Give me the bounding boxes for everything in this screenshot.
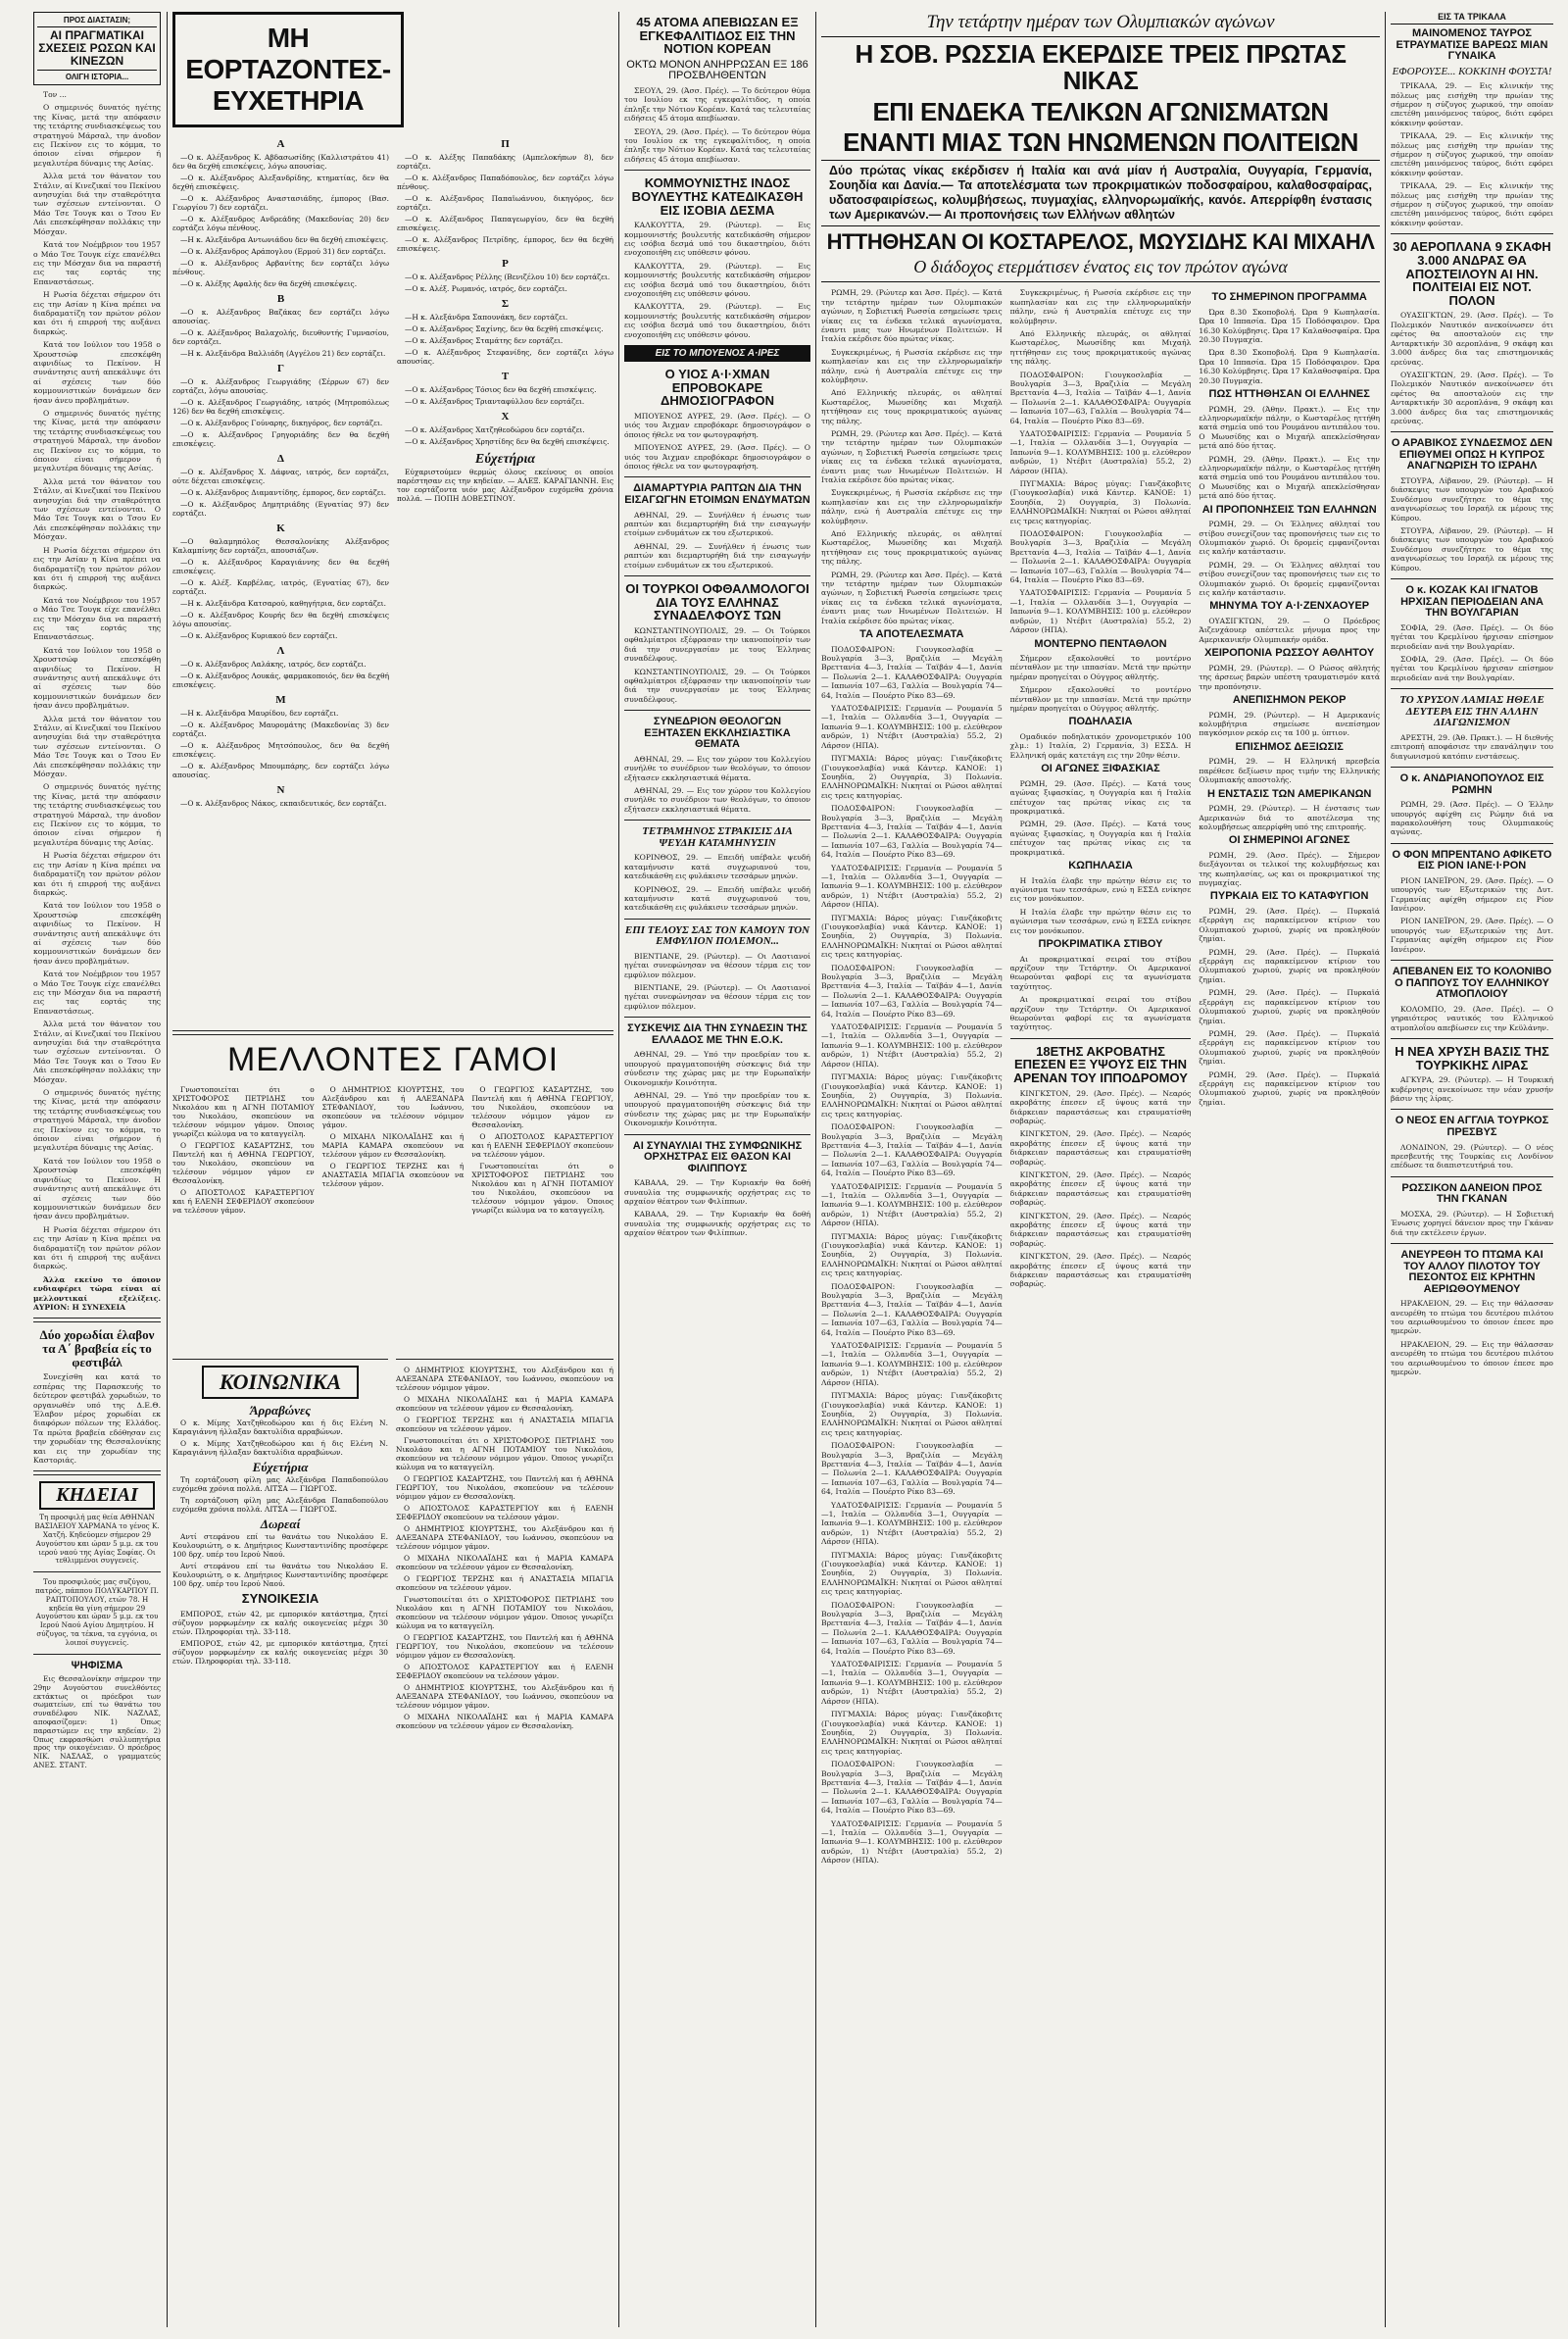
- section-letter: Κ: [276, 523, 285, 534]
- preliminaries-title: ΠΡΟΚΡΙΜΑΤΙΚΑ ΣΤΙΒΟΥ: [1038, 938, 1163, 951]
- paragraph: Συγκεκριμένως, ή Ρωσσία εκέρδισε εις την κωπηλασίαν και εις την ελληνορωμαϊκήν πάλην, ενώ ή Αυστραλία επέτυχε εις την κολύμβησιν.: [821, 347, 1003, 384]
- wedding-notice: Γνωστοποιείται ότι ο ΧΡΙΣΤΟΦΟΡΟΣ ΠΕΤΡΙΔΗΣ του Νικολάου και η ΑΓΝΗ ΠΟΤΑΜΙΟΥ του Νικολάου, σκοπεύουν να τελέσουν νόμιμον γάμον. Όποιος γνωρίζει κώλυμα να το καταγγείλη.: [396, 1595, 613, 1630]
- ghana-loan-headline: ΡΩΣΣΙΚΟΝ ΔΑΝΕΙΟΝ ΠΡΟΣ ΤΗΝ ΓΚΑΝΑΝ: [1401, 1181, 1543, 1206]
- pilot-headline: ΑΝΕΥΡΕΘΗ ΤΟ ΠΤΩΜΑ ΚΑΙ ΤΟΥ ΑΛΛΟΥ ΠΙΛΟΤΟΥ ΤΟΥ ΠΕΣΟΝΤΟΣ ΕΙΣ ΚΡΗΤΗΝ ΑΕΡΙΩΘΟΥΜΕΝΟΥ: [1400, 1249, 1544, 1295]
- paragraph: Η Ρωσία δέχεται σήμερον ότι εις την Ασίαν η Κίνα πρέπει να διαδραματίζη τον πρώτον ρόλον και ότι ή επιρροή της αυξάνει διαρκώς.: [33, 851, 161, 897]
- nameday-entry: —Η κ. Αλεξάνδρα Κατσαρού, καθηγήτρια, δεν εορτάζει.: [180, 599, 386, 608]
- olympics-overline: Την τετάρτην ημέραν των Ολυμπιακών αγώνων: [821, 12, 1380, 37]
- wedding-notice: Ο ΜΙΧΑΗΛ ΝΙΚΟΛΑΪΔΗΣ και ή ΜΑΡΙΑ ΚΑΜΑΡΑ σκοπεύουν να τελέσουν γάμον εν Θεσσαλονίκη.: [396, 1395, 613, 1413]
- results: ΥΔΑΤΟΣΦΑΙΡΙΣΙΣ: Γερμανία — Ρουμανία 5—1, Ιταλία — Ολλανδία 3—1, Ουγγαρία — Ιαπωνία 9—1. ΚΟΛΥΜΒΗΣΙΣ: 100 μ. ελεύθερον ανδρών, 1) Ντέβιτ (Αυστραλία) 55.2, 2) Λάρσον (ΗΠΑ).: [821, 1022, 1003, 1069]
- matchmaking-notice: ΕΜΠΟΡΟΣ, ετών 42, με εμπορικόν κατάστημα, ζητεί σύζυγον μορφωμένην εκ καλής οικογενείας μέχρι 30 ετών. Πληροφορίαι τηλ. 33-118.: [172, 1638, 388, 1666]
- donation-notice: Αντί στεφάνου επί τω θανάτω του Νικολάου Ε. Κουλουριώτη, ο κ. Δημήτριος Κωνσταντινίδης προσέφερε 100 δρχ. υπέρ του Ιερού Ναού.: [172, 1562, 388, 1588]
- paragraph: Κατά τον Ιούλιον του 1958 ο Χρουστσώφ επεσκέφθη αιφνιδίως το Πεκίνον. Η συνάντησις αυτή απεκάλυψε ότι αί σχέσεις των δύο κομμουνιστικών δυνάμεων δεν ήσαν άνευ προβλημάτων.: [33, 1156, 161, 1221]
- paragraph: Από Ελληνικής πλευράς, οι αθληταί Κωσταρέλος, Μωυσίδης και Μιχαήλ ηττήθησαν εις τους προκριματικούς αγώνας της πάλης.: [821, 529, 1003, 567]
- results: ΠΥΓΜΑΧΙΑ: Βάρος μύγας: Γιανζάκοβιτς (Γιουγκοσλαβία) νικά Κάντερ. ΚΑΝΟΕ: 1) Σουηδία, 2) Ουγγαρία, 3) Πολωνία. ΕΛΛΗΝΟΡΩΜΑΪΚΗ: Νικηταί οι Ρώσοι αθληταί εις τρεις κατηγορίας.: [821, 1072, 1003, 1119]
- paragraph: Άλλα μετά τον θάνατον του Στάλιν, αί Κινεζικαί του Πεκίνου ανησυχίαι διά την σταθερότητα των σχέσεων εντείνονται. Ο Μάο Τσε Τουγκ και ο Τσου Εν Λάι επεσκέφθησαν πολλάκις την Μόσχαν.: [33, 714, 161, 779]
- matchmaking-notice: ΕΜΠΟΡΟΣ, ετών 42, με εμπορικόν κατάστημα, ζητεί σύζυγον μορφωμένην εκ καλής οικογενείας μέχρι 30 ετών. Πληροφορίαι τηλ. 33-118.: [172, 1609, 388, 1636]
- nameday-col-a: [172, 133, 389, 811]
- paragraph: Αι προκριματικαί σειραί του στίβου αρχίζουν την Τετάρτην. Οι Αμερικανοί θεωρούνται φαβορί εις τα αγωνίσματα ταχύτητος.: [1009, 995, 1192, 1032]
- arab-league-headline: Ο ΑΡΑΒΙΚΟΣ ΣΥΝΔΕΣΜΟΣ ΔΕΝ ΕΠΙΘΥΜΕΙ ΟΠΩΣ Η ΚΥΠΡΟΣ ΑΝΑΓΝΩΡΙΣΗ ΤΟ ΙΣΡΑΗΛ: [1391, 437, 1553, 473]
- paragraph: ΣΟΦΙΑ, 29. (Άσσ. Πρές). — Οι δύο ηγέται του Κρεμλίνου ήρχισαν επίσημον περιοδείαν ανά την Βουλγαρίαν.: [1391, 654, 1553, 682]
- nameday-entry: —Ο κ. Αλέξ. Καρβέλας, ιατρός, (Εγνατίας 67), δεν εορτάζει.: [172, 578, 389, 596]
- weddings-section: [172, 1024, 613, 1319]
- results: ΠΥΓΜΑΧΙΑ: Βάρος μύγας: Γιανζάκοβιτς (Γιουγκοσλαβία) νικά Κάντερ. ΚΑΝΟΕ: 1) Σουηδία, 2) Ουγγαρία, 3) Πολωνία. ΕΛΛΗΝΟΡΩΜΑΪΚΗ: Νικηταί οι Ρώσοι αθληταί εις τρεις κατηγορίας.: [821, 1231, 1003, 1278]
- nameday-entry: —Ο κ. Αλέξανδρος Κουρής δεν θα δεχθή επισκέψεις λόγω απουσίας.: [172, 611, 389, 628]
- paragraph: ΒΙΕΝΤΙΑΝΕ, 29. (Ρώυτερ). — Οι Λαοτιανοί ηγέται συνεφώνησαν να θέσουν τέρμα εις τον εμφύλιον πόλεμον.: [624, 983, 810, 1011]
- nameday-entry: —Ο κ. Αλέξανδρος Τριανταφύλλου δεν εορτάζει.: [405, 397, 585, 406]
- paragraph: ΟΥΑΣΙΓΚΤΩΝ, 29. (Άσσ. Πρές). — Το Πολεμικόν Ναυτικόν ανεκοίνωσεν ότι εφέτος θα αποσταλούν εις την Ανταρκτικήν 30 αεροπλάνα, 9 σκάφη και 3.000 άνδρες δια τας επιστημονικάς ερεύνας.: [1391, 311, 1553, 367]
- section-letter: Δ: [277, 453, 284, 465]
- encephalitis-subhead: ΟΚΤΩ ΜΟΝΟΝ ΑΝΗΡΡΩΣΑΝ ΕΞ 186 ΠΡΟΣΒΛΗΘΕΝΤΩΝ: [626, 58, 808, 82]
- paragraph: ΡΩΜΗ, 29. (Άσσ. Πρές). — Πυρκαϊά εξερράγη εις παρακείμενον κτίριον του Ολυμπιακού χωριού, χωρίς να προκληθούν ζημίαι.: [1199, 988, 1380, 1025]
- paragraph: ΡΩΜΗ, 29. (Ρώυτερ και Άσσ. Πρές). — Κατά την τετάρτην ημέραν των Ολυμπιακών αγώνων, η Σοβιετική Ρωσσία εσημείωσε τρεις νίκας εις τα ένδεκα τελικά αγωνίσματα, έναντι μιας των Ηνωμένων Πολιτειών. Η Ιταλία εκέρδισε δύο πρώτας νίκας.: [821, 288, 1003, 344]
- results: ΠΟΔΟΣΦΑΙΡΟΝ: Γιουγκοσλαβία — Βουλγαρία 3—3, Βραζιλία — Μεγάλη Βρεττανία 4—3, Ιταλία — Ταϊβάν 4—1, Δανία — Πολωνία 2—1. ΚΑΛΑΘΟΣΦΑΙΡΑ: Ουγγαρία — Ιαπωνία 107—63, Γαλλία — Βουλγαρία 74—64, Ιταλία — Πουέρτο Ρίκο 83—69.: [1009, 529, 1192, 585]
- nameday-entry: —Ο κ. Αλέξανδρος Ρέλλης (Βενιζέλου 10) δεν εορτάζει.: [405, 273, 611, 281]
- paragraph: ΚΙΝΓΚΣΤΟΝ, 29. (Άσσ. Πρές). — Νεαρός ακροβάτης έπεσεν εξ ύψους κατά την διάρκειαν παραστάσεως και ετραυματίσθη σοβαρώς.: [1009, 1170, 1192, 1208]
- paragraph: ΡΩΜΗ, 29. (Ρώυτερ). — Η Αμερικανίς κολυμβήτρια σημείωσε ανεπίσημον παγκόσμιον ρεκόρ εις τα 100 μ. ύπτιον.: [1199, 710, 1380, 738]
- kozlov-headline: Ο κ. ΚΟΖΑΚ ΚΑΙ ΙΓΝΑΤΟΒ ΗΡΧΙΣΑΝ ΠΕΡΙΟΔΕΙΑΝ ΑΝΑ ΤΗΝ ΒΟΥΛΓΑΡΙΑΝ: [1400, 584, 1544, 620]
- paragraph: ΚΩΝΣΤΑΝΤΙΝΟΥΠΟΛΙΣ, 29. — Οι Τούρκοι οφθαλμίατροι εξέφρασαν την ικανοποίησίν των διά την συνεργασίαν με τους Έλληνας συναδέλφους.: [624, 667, 810, 704]
- nameday-entry: —Ο κ. Αλέξανδρος Διαμαντίδης, έμπορος, δεν εορτάζει.: [180, 488, 386, 497]
- results: ΥΔΑΤΟΣΦΑΙΡΙΣΙΣ: Γερμανία — Ρουμανία 5—1, Ιταλία — Ολλανδία 3—1, Ουγγαρία — Ιαπωνία 9—1. ΚΟΛΥΜΒΗΣΙΣ: 100 μ. ελεύθερον ανδρών, 1) Ντέβιτ (Αυστραλία) 55.2, 2) Λάρσον (ΗΠΑ).: [821, 1181, 1003, 1228]
- results: ΠΥΓΜΑΧΙΑ: Βάρος μύγας: Γιανζάκοβιτς (Γιουγκοσλαβία) νικά Κάντερ. ΚΑΝΟΕ: 1) Σουηδία, 2) Ουγγαρία, 3) Πολωνία. ΕΛΛΗΝΟΡΩΜΑΪΚΗ: Νικηταί οι Ρώσοι αθληταί εις τρεις κατηγορίας.: [821, 1710, 1003, 1756]
- paragraph: Συγκεκριμένως, ή Ρωσσία εκέρδισε εις την κωπηλασίαν και εις την ελληνορωμαϊκήν πάλην, ενώ ή Αυστραλία επέτυχε εις την κολύμβησιν.: [1009, 288, 1192, 325]
- weddings-title: ΜΕΛΛΟΝΤΕΣ ΓΑΜΟΙ: [226, 1041, 560, 1078]
- paragraph: Σήμερον εξακολουθεί το μοντέρνο πένταθλον με την ιππασίαν. Μετά την πρώτην ημέραν προηγείται ο Ούγγρος αθλητής.: [1009, 685, 1192, 714]
- social-section: [172, 1353, 388, 2327]
- rowing-title: ΚΩΠΗΛΑΣΙΑ: [1068, 860, 1133, 872]
- paragraph: Η Ρωσία δέχεται σήμερον ότι εις την Ασίαν η Κίνα πρέπει να διαδραματίζη τον πρώτον ρόλον και ότι ή επιρροή της αυξάνει διαρκώς.: [33, 1224, 161, 1271]
- paragraph: Κατά τον Ιούλιον του 1958 ο Χρουστσώφ επεσκέφθη αιφνιδίως το Πεκίνον. Η συνάντησις αυτή απεκάλυψε ότι αί σχέσεις των δύο κομμουνιστικών δυνάμεων δεν ήσαν άνευ προβλημάτων.: [33, 340, 161, 405]
- results: ΠΟΔΟΣΦΑΙΡΟΝ: Γιουγκοσλαβία — Βουλγαρία 3—3, Βραζιλία — Μεγάλη Βρεττανία 4—3, Ιταλία — Ταϊβάν 4—1, Δανία — Πολωνία 2—1. ΚΑΛΑΘΟΣΦΑΙΡΑ: Ουγγαρία — Ιαπωνία 107—63, Γαλλία — Βουλγαρία 74—64, Ιταλία — Πουέρτο Ρίκο 83—69.: [1009, 370, 1192, 425]
- results: ΠΟΔΟΣΦΑΙΡΟΝ: Γιουγκοσλαβία — Βουλγαρία 3—3, Βραζιλία — Μεγάλη Βρεττανία 4—3, Ιταλία — Ταϊβάν 4—1, Δανία — Πολωνία 2—1. ΚΑΛΑΘΟΣΦΑΙΡΑ: Ουγγαρία — Ιαπωνία 107—63, Γαλλία — Βουλγαρία 74—64, Ιταλία — Πουέρτο Ρίκο 83—69.: [821, 1441, 1003, 1497]
- paragraph: ΡΩΜΗ, 29. — Οι Έλληνες αθληταί του στίβου συνεχίζουν τας προπονήσεις των εις το Ολυμπιακόν χωριό. Οι δρομείς εμφανίζονται εις καλήν κατάστασιν.: [1199, 560, 1380, 598]
- olympics-headline-5: Ο διάδοχος ετερμάτισεν ένατος εις τον πρώτον αγώνα: [821, 257, 1380, 282]
- nameday-entry: —Ο κ. Αλέξανδρος Σταμάτης δεν εορτάζει.: [405, 336, 564, 345]
- eisenhower-message-title: ΜΗΝΥΜΑ ΤΟΥ Α·Ι·ΖΕΝΧΑΟΥΕΡ: [1209, 600, 1370, 613]
- weddings-continued: [396, 1353, 613, 2327]
- greetings-title: Εύχετήρια: [252, 1460, 309, 1474]
- column-4: [624, 12, 810, 2327]
- matchmaking-title: ΣΥΝΟΙΚΕΣΙΑ: [241, 1591, 319, 1606]
- wedding-notice: Ο ΔΗΜΗΤΡΙΟΣ ΚΙΟΥΡΤΣΗΣ, του Αλεξάνδρου και ή ΑΛΕΞΑΝΔΡΑ ΣΤΕΦΑΝΙΔΟΥ, του Ιωάννου, σκοπεύουν να τελέσουν νόμιμον γάμον.: [396, 1683, 613, 1710]
- false-report-headline: ΤΕΤΡΑΜΗΝΟΣ ΣΤΡΑΚΙΣΙΣ ΔΙΑ ΨΕΥΔΗ ΚΑΤΑΜΗΝΥΣΙΝ: [642, 825, 793, 849]
- nameday-entry: —Ο κ. Αλέξανδρος Αναστασιάδης, έμπορος (Βασ. Γεωργίου 7) δεν εορτάζει.: [172, 194, 389, 212]
- paragraph: Άλλα εκείνο το όποιον ενδιαφέρει τώρα είναι αί μελλοντικαί εξελίξεις. ΑΥΡΙΟΝ: Η ΣΥΝΕΧΕΙΑ: [33, 1274, 161, 1312]
- section-letter: Λ: [276, 645, 285, 657]
- donation-notice: Αντί στεφάνου επί τω θανάτω του Νικολάου Ε. Κουλουριώτη, ο κ. Δημήτριος Κωνσταντινίδης προσέφερε 100 δρχ. υπέρ του Ιερού Ναού.: [172, 1532, 388, 1559]
- wedding-notice: Ο ΓΕΩΡΓΙΟΣ ΤΕΡΖΗΣ και ή ΑΝΑΣΤΑΣΙΑ ΜΠΑΓΙΑ σκοπεύουν να τελέσουν γάμον.: [396, 1574, 613, 1592]
- greeting-notice: Εύχαριστούμεν θερμώς όλους εκείνους οι οποίοι παρέστησαν εις την κηδείαν. — ΑΛΕΞ. ΚΑΡΑΓΙΑΝΝΗ. Εις τον εορτάζοντα υιόν μας Αλέξανδρον ευχόμεθα χρόνια πολλά. — ΠΟΠΗ ΔΟΒΕΣΤΙΝΟΥ.: [397, 468, 613, 503]
- brentano-headline: Ο ΦΟΝ ΜΠΡΕΝΤΑΝΟ ΑΦΙΚΕΤΟ ΕΙΣ ΡΙΟΝ ΙΑΝΕ·Ι·ΡΟΝ: [1392, 848, 1552, 872]
- resolution-text: Εις Θεσσαλονίκην σήμερον την 29ην Αυγούστου συνελθόντες εκτάκτως οι πρόεδροι των σωματείων, επί τω θανάτω του συναδέλφου ΝΙΚ. ΝΑΖΛΑΣ, αποφασίζομεν: 1) Όπως παραστώμεν εις την κηδείαν. 2) Όπως εκφρασθώσι συλλυπητήρια προς την οικογένειαν. Ο πρόεδρος ΝΙΚ. ΝΑΣΛΑΣ, ο γραμματεύς ΑΝΕΣ. ΣΤΑΝΤ.: [33, 1674, 161, 1770]
- encephalitis-headline: 45 ΑΤΟΜΑ ΑΠΕΒΙΩΣΑΝ ΕΞ ΕΓΚΕΦΑΛΙΤΙΔΟΣ ΕΙΣ ΤΗΝ ΝΟΤΙΟΝ ΚΟΡΕΑΝ: [636, 15, 799, 57]
- nameday-entry: —Ο κ. Αλέξανδρος Αρβανίτης δεν εορτάζει λόγω πένθους.: [172, 259, 389, 276]
- paragraph: Άλλα μετά τον θάνατον του Στάλιν, αί Κινεζικαί του Πεκίνου ανησυχίαι διά την σταθερότητα των σχέσεων εντείνονται. Ο Μάο Τσε Τουγκ και ο Τσου Εν Λάι επεσκέφθησαν πολλάκις την Μόσχαν.: [33, 1020, 161, 1084]
- pentathlon-title: ΜΟΝΤΕΡΝΟ ΠΕΝΤΑΘΛΟΝ: [1034, 637, 1167, 650]
- paragraph: ΜΟΣΧΑ, 29. (Ρώυτερ). — Η Σοβιετική Ένωσις χορηγεί δάνειον προς την Γκάναν διά την εκτέλεσιν έργων.: [1391, 1209, 1553, 1237]
- wedding-notice: Ο ΜΙΧΑΗΛ ΝΙΚΟΛΑΪΔΗΣ και ή ΜΑΡΙΑ ΚΑΜΑΡΑ σκοπεύουν να τελέσουν γάμον εν Θεσσαλονίκη.: [321, 1132, 465, 1159]
- program-title: ΤΟ ΣΗΜΕΡΙΝΟΝ ΠΡΟΓΡΑΜΜΑ: [1211, 291, 1367, 304]
- nameday-entry: —Ο κ. Αλέξανδρος Λουκάς, φαρμακοποιός, δεν θα δεχθή επισκέψεις.: [172, 672, 389, 689]
- paragraph: ΤΡΙΚΑΛΑ, 29. — Εις κλινικήν της πόλεως μας εισήχθη την πρωίαν της σήμερον η σύζυγος χωρικού, την οποίαν επετέθη μαινόμενος ταύρος, διότι εφόρει κόκκινην φούσταν.: [1391, 131, 1553, 177]
- fencing-title: ΟΙ ΑΓΩΝΕΣ ΞΙΦΑΣΚΙΑΣ: [1041, 763, 1160, 775]
- protest-title: Η ΕΝΣΤΑΣΙΣ ΤΩΝ ΑΜΕΡΙΚΑΝΩΝ: [1206, 787, 1372, 800]
- results: ΠΥΓΜΑΧΙΑ: Βάρος μύγας: Γιανζάκοβιτς (Γιουγκοσλαβία) νικά Κάντερ. ΚΑΝΟΕ: 1) Σουηδία, 2) Ουγγαρία, 3) Πολωνία. ΕΛΛΗΝΟΡΩΜΑΪΚΗ: Νικηταί οι Ρώσοι αθληταί εις τρεις κατηγορίας.: [821, 1550, 1003, 1597]
- results: ΠΥΓΜΑΧΙΑ: Βάρος μύγας: Γιανζάκοβιτς (Γιουγκοσλαβία) νικά Κάντερ. ΚΑΝΟΕ: 1) Σουηδία, 2) Ουγγαρία, 3) Πολωνία. ΕΛΛΗΝΟΡΩΜΑΪΚΗ: Νικηταί οι Ρώσοι αθληταί εις τρεις κατηγορίας.: [1009, 479, 1192, 525]
- paragraph: ΚΟΡΙΝΘΟΣ, 29. — Επειδή υπέβαλε ψευδή καταμήνυσιν κατά συγχωριανού του, κατεδικάσθη εις φυλάκισιν τεσσάρων μηνών.: [624, 853, 810, 881]
- paragraph: ΑΘΗΝΑΙ, 29. — Συνήλθεν ή ένωσις των ραπτών και διεμαρτυρήθη διά την εισαγωγήν ετοίμων ενδυμάτων εκ του εξωτερικού.: [624, 541, 810, 570]
- paragraph: ΡΩΜΗ, 29. (Ρώυτερ και Άσσ. Πρές). — Κατά την τετάρτην ημέραν των Ολυμπιακών αγώνων, η Σοβιετική Ρωσσία εσημείωσε τρεις νίκας εις τα ένδεκα τελικά αγωνίσματα, έναντι μιας των Ηνωμένων Πολιτειών. Η Ιταλία εκέρδισε δύο πρώτας νίκας.: [821, 570, 1003, 625]
- results-title: ΤΑ ΑΠΟΤΕΛΕΣΜΑΤΑ: [859, 628, 964, 641]
- section-letter: Ν: [276, 784, 285, 796]
- paragraph: ΡΙΟΝ ΙΑΝΕΪΡΟΝ, 29. (Άσσ. Πρές). — Ο υπουργός των Εξωτερικών της Δυτ. Γερμανίας αφίχθη σήμερον εις Ρίον Ιανέιρον.: [1391, 875, 1553, 914]
- section-letter: Χ: [501, 411, 510, 423]
- nameday-entry: —Ο θαλαμηπόλος Θεσσαλονίκης Αλέξανδρος Καλαμπίνης δεν εορτάζει, απουσιάζων.: [172, 537, 389, 555]
- paragraph: ΚΙΝΓΚΣΤΟΝ, 29. (Άσσ. Πρές). — Νεαρός ακροβάτης έπεσεν εξ ύψους κατά την διάρκειαν παραστάσεως και ετραυματίσθη σοβαρώς.: [1009, 1129, 1192, 1167]
- wedding-notice: Ο ΑΠΟΣΤΟΛΟΣ ΚΑΡΑΣΤΕΡΓΙΟΥ και ή ΕΛΕΝΗ ΣΕΦΕΡΙΔΟΥ σκοπεύουν να τελέσουν γάμον.: [471, 1132, 613, 1159]
- results: ΠΟΔΟΣΦΑΙΡΟΝ: Γιουγκοσλαβία — Βουλγαρία 3—3, Βραζιλία — Μεγάλη Βρεττανία 4—3, Ιταλία — Ταϊβάν 4—1, Δανία — Πολωνία 2—1. ΚΑΛΑΘΟΣΦΑΙΡΑ: Ουγγαρία — Ιαπωνία 107—63, Γαλλία — Βουλγαρία 74—64, Ιταλία — Πουέρτο Ρίκο 83—69.: [821, 963, 1003, 1019]
- paragraph: ΡΩΜΗ, 29. (Άσσ. Πρές). — Πυρκαϊά εξερράγη εις παρακείμενον κτίριον του Ολυμπιακού χωριού, χωρίς να προκληθούν ζημίαι.: [1199, 907, 1380, 944]
- paragraph: ΚΩΝΣΤΑΝΤΙΝΟΥΠΟΛΙΣ, 29. — Οι Τούρκοι οφθαλμίατροι εξέφρασαν την ικανοποίησίν των διά την συνεργασίαν με τους Έλληνας συναδέλφους.: [624, 625, 810, 664]
- paragraph: ΤΡΙΚΑΛΑ, 29. — Εις κλινικήν της πόλεως μας εισήχθη την πρωίαν της σήμερον η σύζυγος χωρικού, την οποίαν επετέθη μαινόμενος ταύρος, διότι εφόρει κόκκινην φούσταν.: [1391, 181, 1553, 227]
- paragraph: ΟΥΑΣΙΓΚΤΩΝ, 29. (Άσσ. Πρές). — Το Πολεμικόν Ναυτικόν ανεκοίνωσεν ότι εφέτος θα αποσταλούν εις την Ανταρκτικήν 30 αεροπλάνα, 9 σκάφη και 3.000 άνδρες δια τας επιστημονικάς ερεύνας.: [1391, 370, 1553, 425]
- bull-headline: ΜΑΙΝΟΜΕΝΟΣ ΤΑΥΡΟΣ ΕΤΡΑΥΜΑΤΙΣΕ ΒΑΡΕΩΣ ΜΙΑΝ ΓΥΝΑΙΚΑ: [1396, 27, 1548, 63]
- nameday-entry: —Ο κ. Αλέξανδρος Κυριακού δεν εορτάζει.: [180, 631, 338, 640]
- nameday-entry: —Ο κ. Αλέξανδρος Καραγιάννης δεν θα δεχθή επισκέψεις.: [172, 558, 389, 575]
- section-letter: Τ: [501, 371, 510, 382]
- paragraph: Ο σημερινός δυνατός ηγέτης της Κίνας, μετά την απόφασιν της τετάρτης συνδιασκέψεως του στρατηγού Μάρσαλ, την άνοδον εις Πεκίνον εις το κόμμα, το όποιον είναι σήμερον ή μεγαλυτέρα δύναμις της Ασίας.: [33, 409, 161, 473]
- results: ΠΟΔΟΣΦΑΙΡΟΝ: Γιουγκοσλαβία — Βουλγαρία 3—3, Βραζιλία — Μεγάλη Βρεττανία 4—3, Ιταλία — Ταϊβάν 4—1, Δανία — Πολωνία 2—1. ΚΑΛΑΘΟΣΦΑΙΡΑ: Ουγγαρία — Ιαπωνία 107—63, Γαλλία — Βουλγαρία 74—64, Ιταλία — Πουέρτο Ρίκο 83—69.: [821, 1122, 1003, 1178]
- paragraph: Συγκεκριμένως, ή Ρωσσία εκέρδισε εις την κωπηλασίαν και εις την ελληνορωμαϊκήν πάλην, ενώ ή Αυστραλία επέτυχε εις την κολύμβησιν.: [821, 488, 1003, 525]
- results: ΥΔΑΤΟΣΦΑΙΡΙΣΙΣ: Γερμανία — Ρουμανία 5—1, Ιταλία — Ολλανδία 3—1, Ουγγαρία — Ιαπωνία 9—1. ΚΟΛΥΜΒΗΣΙΣ: 100 μ. ελεύθερον ανδρών, 1) Ντέβιτ (Αυστραλία) 55.2, 2) Λάρσον (ΗΠΑ).: [1009, 588, 1192, 635]
- lamia-headline: ΤΟ ΧΡΥΣΟΝ ΛΑΜΙΑΣ ΗΘΕΛΕ ΔΕΥΤΕΡΑ ΕΙΣ ΤΗΝ ΑΛΛΗΝ ΔΙΑΓΩΝΙΣΜΟΝ: [1399, 694, 1544, 729]
- engagement-notice: Ο κ. Μίμης Χατζηθεοδώρου και ή δις Ελένη Ν. Καραγιάννη ήλλαξαν δακτυλίδια αρραβώνων.: [172, 1418, 388, 1436]
- nameday-entry: —Ο κ. Αλέξανδρος Λαλάκης, ιατρός, δεν εορτάζει.: [180, 660, 367, 669]
- wedding-notice: Ο ΔΗΜΗΤΡΙΟΣ ΚΙΟΥΡΤΣΗΣ, του Αλεξάνδρου και ή ΑΛΕΞΑΝΔΡΑ ΣΤΕΦΑΝΙΔΟΥ, του Ιωάννου, σκοπεύουν να τελέσουν νόμιμον γάμον.: [396, 1524, 613, 1551]
- nameday-entry: —Ο κ. Αλέξανδρος Δημητριάδης (Εγνατίας 97) δεν εορτάζει.: [172, 500, 389, 518]
- paragraph: Από Ελληνικής πλευράς, οι αθληταί Κωσταρέλος, Μωυσίδης και Μιχαήλ ηττήθησαν εις τους προκριματικούς αγώνας της πάλης.: [1009, 328, 1192, 367]
- nameday-entry: —Ο κ. Αλέξανδρος Μαυρομάτης (Μακεδονίας 3) δεν εορτάζει.: [172, 721, 389, 738]
- paragraph: ΡΩΜΗ, 29. (Άσσ. Πρές). — Σήμερον διεξάγονται οι τελικοί της κολυμβήσεως και της κωπηλασίας, ως και οι προκριματικοί της πυγμαχίας.: [1199, 850, 1380, 888]
- paragraph: Κατά τον Ιούλιον του 1958 ο Χρουστσώφ επεσκέφθη αιφνιδίως το Πεκίνον. Η συνάντησις αυτή απεκάλυψε ότι αί σχέσεις των δύο κομμουνιστικών δυνάμεων δεν ήσαν άνευ προβλημάτων.: [33, 645, 161, 711]
- paragraph: Κατά τον Νοέμβριον του 1957 ο Μάο Τσε Τουγκ είχε επανέλθει εις την Μόσχαν δια να παραστή εις τας εορτάς της Επαναστάσεως.: [33, 240, 161, 286]
- today-games-title: ΟΙ ΣΗΜΕΡΙΝΟΙ ΑΓΩΝΕΣ: [1228, 834, 1350, 847]
- wedding-notice: Γνωστοποιείται ότι ο ΧΡΙΣΤΟΦΟΡΟΣ ΠΕΤΡΙΔΗΣ του Νικολάου και η ΑΓΝΗ ΠΟΤΑΜΙΟΥ του Νικολάου, σκοπεύουν να τελέσουν νόμιμον γάμον. Όποιος γνωρίζει κώλυμα να το καταγγείλη.: [172, 1085, 315, 1138]
- paragraph: ΣΤΟΥΡΑ, Λίβανον, 29. (Ρώυτερ). — Η διάσκεψις των υπουργών του Αραβικού Συνδέσμου συνεζήτησε το θέμα της αναγνωρίσεως του Ισραήλ εκ μέρους της Κύπρου.: [1391, 476, 1553, 523]
- training-title: ΑΙ ΠΡΟΠΟΝΗΣΕΙΣ ΤΩΝ ΕΛΛΗΝΩΝ: [1201, 503, 1377, 516]
- section-letter: Γ: [277, 363, 284, 374]
- paragraph: ΡΩΜΗ, 29. (Άθην. Πρακτ.). — Εις την ελληνορωμαϊκήν πάλην, ο Κωσταρέλος ηττήθη κατά σημεία υπό του Ρουμάνου αντιπάλου του. Ο Μωυσίδης και ο Μιχαήλ απεκλείσθησαν μετά από δύο ήττας.: [1199, 454, 1380, 501]
- paragraph: ΡΩΜΗ, 29. — Η Ελληνική πρεσβεία παρέθεσε δεξίωσιν προς τιμήν της Ελληνικής Ολυμπιακής αποστολής.: [1199, 757, 1380, 785]
- wedding-notice: Γνωστοποιείται ότι ο ΧΡΙΣΤΟΦΟΡΟΣ ΠΕΤΡΙΔΗΣ του Νικολάου και η ΑΓΝΗ ΠΟΤΑΜΙΟΥ του Νικολάου, σκοπεύουν να τελέσουν νόμιμον γάμον. Όποιος γνωρίζει κώλυμα να το καταγγείλη.: [471, 1162, 613, 1215]
- social-title: ΚΟΙΝΩΝΙΚΑ: [202, 1366, 359, 1399]
- nameday-entry: —Ο κ. Αλέξανδρος Αλεξανδρίδης, κτηματίας, δεν θα δεχθή επισκέψεις.: [172, 174, 389, 191]
- paragraph: ΜΠΟΥΕΝΟΣ ΑΥΡΕΣ, 29. (Άσσ. Πρές). — Ο υιός του Άιχμαν επροβόκαρε δημοσιογράφον ο όποιος ήθελε να τον φωτογραφήση.: [624, 443, 810, 472]
- civil-war-headline: ΕΠΙ ΤΕΛΟΥΣ ΣΑΣ ΤΟΝ ΚΑΜΟΥΝ ΤΟΝ ΕΜΦΥΛΙΟΝ ΠΟΛΕΜΟΝ...: [624, 923, 810, 948]
- funeral-notice: Του προσφιλούς μας συζύγου, πατρός, πάππου ΠΟΛΥΚΑΡΠΟΥ Π. ΡΑΠΤΟΠΟΥΛΟΥ, ετών 78. Η κηδεία θα γίνη σήμερον 29 Αυγούστου και ώραν 5 μ.μ. εκ του Ιερού Ναού Αγίου Δημητρίου. Η σύζυγος, τα τέκνα, τα εγγόνια, οι λοιποί συγγενείς.: [35, 1577, 159, 1647]
- wedding-notice: Ο ΑΠΟΣΤΟΛΟΣ ΚΑΡΑΣΤΕΡΓΙΟΥ και ή ΕΛΕΝΗ ΣΕΦΕΡΙΔΟΥ σκοπεύουν να τελέσουν γάμον.: [396, 1663, 613, 1680]
- nameday-col-b: [397, 133, 613, 811]
- olympics-headline-4: ΗΤΤΗΘΗΣΑΝ ΟΙ ΚΟΣΤΑΡΕΛΟΣ, ΜΩΥΣΙΔΗΣ ΚΑΙ ΜΙΧΑΗΛ: [826, 229, 1375, 255]
- funeral-notice: Τη προσφιλή μας θεία ΑΘΗΝΑΝ ΒΑΣΙΛΕΙΟΥ ΧΑΡΜΑΝΑ το γένος Κ. Χατζή. Κηδεύομεν σήμερον 29 Αυγούστου και ώραν 5 μ.μ. εκ του ιερού ναού της Αγίας Σοφίας. Οι τεθλιμμένοι συγγενείς.: [34, 1513, 160, 1566]
- paragraph: Σήμερον εξακολουθεί το μοντέρνο πένταθλον με την ιππασίαν. Μετά την πρώτην ημέραν προηγείται ο Ούγγρος αθλητής.: [1009, 654, 1192, 681]
- nameday-entry: —Ο κ. Αλέξανδρος Στεφανίδης, δεν εορτάζει λόγω απουσίας.: [397, 348, 613, 366]
- nameday-entry: —Η κ. Αλεξάνδρα Αντωνιάδου δεν θα δεχθή επισκέψεις.: [180, 235, 389, 244]
- olympics-headline-1: Η ΣΟΒ. ΡΩΣΣΙΑ ΕΚΕΡΔΙΣΕ ΤΡΕΙΣ ΠΡΩΤΑΣ ΝΙΚΑΣ: [855, 39, 1347, 96]
- nameday-entry: —Ο κ. Αλέξανδρος Τόσιος δεν θα δεχθή επισκέψεις.: [405, 385, 597, 394]
- paragraph: Άλλα μετά τον θάνατον του Στάλιν, αί Κινεζικαί του Πεκίνου ανησυχίαι διά την σταθερότητα των σχέσεων εντείνονται. Ο Μάο Τσε Τουγκ και ο Τσου Εν Λάι επεσκέφθησαν πολλάκις την Μόσχαν.: [33, 172, 161, 236]
- lira-headline: Η ΝΕΑ ΧΡΥΣΗ ΒΑΣΙΣ ΤΗΣ ΤΟΥΡΚΙΚΗΣ ΛΙΡΑΣ: [1395, 1043, 1549, 1072]
- paragraph: Η Ρωσία δέχεται σήμερον ότι εις την Ασίαν η Κίνα πρέπει να διαδραματίζη τον πρώτον ρόλον και ότι ή επιρροή της αυξάνει διαρκώς.: [33, 290, 161, 336]
- turkish-doctors-headline: ΟΙ ΤΟΥΡΚΟΙ ΟΦΘΑΛΜΟΛΟΓΟΙ ΔΙΑ ΤΟΥΣ ΕΛΛΗΝΑΣ ΣΥΝΑΔΕΛΦΟΥΣ ΤΩΝ: [625, 580, 809, 623]
- wedding-notice: Ο ΓΕΩΡΓΙΟΣ ΤΕΡΖΗΣ και ή ΑΝΑΣΤΑΣΙΑ ΜΠΑΓΙΑ σκοπεύουν να τελέσουν γάμον.: [321, 1162, 465, 1188]
- nameday-entry: —Ο κ. Αλέξανδρος Βαζάκας δεν εορτάζει λόγω απουσίας.: [172, 308, 389, 325]
- wedding-notice: Ο ΓΕΩΡΓΙΟΣ ΚΑΣΑΡΤΖΗΣ, του Παντελή και ή ΑΘΗΝΑ ΓΕΩΡΓΙΟΥ, του Νικολάου, σκοπεύουν να τελέσουν νόμιμον γάμον εν Θεσσαλονίκη.: [396, 1633, 613, 1660]
- nameday-title: ΜΗ ΕΟΡΤΑΖΟΝΤΕΣ-ΕΥΧΕΤΗΡΙΑ: [172, 12, 404, 127]
- paragraph: ΚΑΒΑΛΑ, 29. — Την Κυριακήν θα δοθή συναυλία της συμφωνικής ορχήστρας εις το αρχαίον θέατρον των Φιλίππων.: [624, 1210, 810, 1238]
- tailors-headline: ΔΙΑΜΑΡΤΥΡΙΑ ΡΑΠΤΩΝ ΔΙΑ ΤΗΝ ΕΙΣΑΓΩΓΗΝ ΕΤΟΙΜΩΝ ΕΝΔΥΜΑΤΩΝ: [624, 482, 810, 506]
- paragraph: ΡΩΜΗ, 29. (Ρώυτερ). — Η ένστασις των Αμερικανών διά το αποτέλεσμα της κολυμβήσεως απερρίφθη υπό της επιτροπής.: [1199, 804, 1380, 831]
- wedding-notice: Ο ΓΕΩΡΓΙΟΣ ΤΕΡΖΗΣ και ή ΑΝΑΣΤΑΣΙΑ ΜΠΑΓΙΑ σκοπεύουν να τελέσουν γάμον.: [396, 1416, 613, 1433]
- paragraph: ΟΥΑΣΙΓΚΤΩΝ, 29. — Ο Πρόεδρος Άιζενχάουερ απέστειλε μήνυμα προς την Αμερικανικήν Ολυμπιακήν ομάδα.: [1199, 617, 1380, 644]
- nameday-entry: —Ο κ. Αλέξανδρος Μητσόπουλος, δεν θα δεχθή επισκέψεις.: [172, 741, 389, 759]
- results: ΠΥΓΜΑΧΙΑ: Βάρος μύγας: Γιανζάκοβιτς (Γιουγκοσλαβία) νικά Κάντερ. ΚΑΝΟΕ: 1) Σουηδία, 2) Ουγγαρία, 3) Πολωνία. ΕΛΛΗΝΟΡΩΜΑΪΚΗ: Νικηταί οι Ρώσοι αθληταί εις τρεις κατηγορίας.: [821, 754, 1003, 800]
- results: ΠΥΓΜΑΧΙΑ: Βάρος μύγας: Γιανζάκοβιτς (Γιουγκοσλαβία) νικά Κάντερ. ΚΑΝΟΕ: 1) Σουηδία, 2) Ουγγαρία, 3) Πολωνία. ΕΛΛΗΝΟΡΩΜΑΪΚΗ: Νικηταί οι Ρώσοι αθληταί εις τρεις κατηγορίας.: [821, 1391, 1003, 1437]
- cycling-title: ΠΟΔΗΛΑΣΙΑ: [1068, 716, 1133, 728]
- wedding-notice: Ο ΓΕΩΡΓΙΟΣ ΚΑΣΑΡΤΖΗΣ, του Παντελή και ή ΑΘΗΝΑ ΓΕΩΡΓΙΟΥ, του Νικολάου, σκοπεύουν να τελέσουν νόμιμον γάμον εν Θεσσαλονίκη.: [396, 1474, 613, 1501]
- paragraph: Κατά τον Νοέμβριον του 1957 ο Μάο Τσε Τουγκ είχε επανέλθει εις την Μόσχαν δια να παραστή εις τας εορτάς της Επαναστάσεως.: [33, 970, 161, 1016]
- nameday-entry: —Ο κ. Αλέξανδρος Σαχίνης, δεν θα δεχθή επισκέψεις.: [405, 324, 604, 333]
- theologians-headline: ΣΥΝΕΔΡΙΟΝ ΘΕΟΛΟΓΩΝ ΕΞΗΤΑΣΕΝ ΕΚΚΛΗΣΙΑΣΤΙΚΑ ΘΕΜΑΤΑ: [644, 716, 791, 751]
- paragraph: Ώρα 8.30 Σκοποβολή. Ώρα 9 Κωπηλασία. Ώρα 10 Ιππασία. Ώρα 15 Ποδόσφαιρον. Ώρα 16.30 Κολύμβησις. Ώρα 17 Καλαθοσφαίρα. Ώρα 20.30 Πυγμαχία.: [1199, 307, 1380, 345]
- paragraph: Ο σημερινός δυνατός ηγέτης της Κίνας, μετά την απόφασιν της τετάρτης συνδιασκέψεως του στρατηγού Μάρσαλ, την άνοδον εις Πεκίνον εις το κόμμα, το όποιον είναι σήμερον ή μεγαλυτέρα δύναμις της Ασίας.: [33, 1088, 161, 1153]
- nameday-entry: —Ο κ. Αλέξανδρος Χατζηθεοδώρου δεν εορτάζει.: [405, 425, 585, 434]
- paragraph: Τον ...: [43, 90, 67, 99]
- results: ΥΔΑΤΟΣΦΑΙΡΙΣΙΣ: Γερμανία — Ρουμανία 5—1, Ιταλία — Ολλανδία 3—1, Ουγγαρία — Ιαπωνία 9—1. ΚΟΛΥΜΒΗΣΙΣ: 100 μ. ελεύθερον ανδρών, 1) Ντέβιτ (Αυστραλία) 55.2, 2) Λάρσον (ΗΠΑ).: [821, 1341, 1003, 1387]
- nameday-entry: —Ο κ. Αλέξης Αφαλής δεν θα δεχθή επισκέψεις.: [180, 279, 358, 288]
- paragraph: ΚΙΝΓΚΣΤΟΝ, 29. (Άσσ. Πρές). — Νεαρός ακροβάτης έπεσεν εξ ύψους κατά την διάρκειαν παραστάσεως και ετραυματίσθη σοβαρώς.: [1009, 1211, 1192, 1248]
- results: ΥΔΑΤΟΣΦΑΙΡΙΣΙΣ: Γερμανία — Ρουμανία 5—1, Ιταλία — Ολλανδία 3—1, Ουγγαρία — Ιαπωνία 9—1. ΚΟΛΥΜΒΗΣΙΣ: 100 μ. ελεύθερον ανδρών, 1) Ντέβιτ (Αυστραλία) 55.2, 2) Λάρσον (ΗΠΑ).: [821, 704, 1003, 750]
- bull-subhead: ΕΦΟΡΟΥΣΕ... ΚΟΚΚΙΝΗ ΦΟΥΣΤΑ!: [1392, 65, 1552, 77]
- nameday-entry: —Ο κ. Αλέξανδρος Χ. Δάφνας, ιατρός, δεν εορτάζει, ούτε δέχεται επισκέψεις.: [172, 468, 389, 485]
- subhead: ΟΛΙΓΗ ΙΣΤΟΡΙΑ...: [65, 73, 129, 81]
- results: ΠΟΔΟΣΦΑΙΡΟΝ: Γιουγκοσλαβία — Βουλγαρία 3—3, Βραζιλία — Μεγάλη Βρεττανία 4—3, Ιταλία — Ταϊβάν 4—1, Δανία — Πολωνία 2—1. ΚΑΛΑΘΟΣΦΑΙΡΑ: Ουγγαρία — Ιαπωνία 107—63, Γαλλία — Βουλγαρία 74—64, Ιταλία — Πουέρτο Ρίκο 83—69.: [821, 1281, 1003, 1337]
- wedding-notice: Ο ΜΙΧΑΗΛ ΝΙΚΟΛΑΪΔΗΣ και ή ΜΑΡΙΑ ΚΑΜΑΡΑ σκοπεύουν να τελέσουν γάμον εν Θεσσαλονίκη.: [396, 1554, 613, 1571]
- psifisma-title: ΨΗΦΙΣΜΑ: [71, 1659, 123, 1671]
- nameday-entry: —Ο κ. Αλέξανδρος Χρηστίδης δεν θα δεχθή επισκέψεις.: [405, 437, 610, 446]
- trikala-section-label: ΕΙΣ ΤΑ ΤΡΙΚΑΛΑ: [1391, 12, 1553, 25]
- paragraph: ΚΑΛΚΟΥΤΤΑ, 29. (Ρώυτερ). — Εις κομμουνιστής βουλευτής κατεδικάσθη σήμερον εις ισόβια δεσμά υπό του δικαστηρίου, διότι ενοχοποιήθη εις υπόθεσιν φόνου.: [624, 302, 810, 339]
- wedding-notice: Γνωστοποιείται ότι ο ΧΡΙΣΤΟΦΟΡΟΣ ΠΕΤΡΙΔΗΣ του Νικολάου και η ΑΓΝΗ ΠΟΤΑΜΙΟΥ του Νικολάου, σκοπεύουν να τελέσουν νόμιμον γάμον. Όποιος γνωρίζει κώλυμα να το καταγγείλη.: [396, 1436, 613, 1471]
- nameday-entry: —Ο κ. Αλέξανδρος Πετρίδης, έμπορος, δεν θα δεχθή επισκέψεις.: [397, 235, 613, 253]
- nameday-entry: —Ο κ. Αλέξανδρος Γούναρης, δικηγόρος, δεν εορτάζει.: [180, 419, 383, 427]
- results: ΥΔΑΤΟΣΦΑΙΡΙΣΙΣ: Γερμανία — Ρουμανία 5—1, Ιταλία — Ολλανδία 3—1, Ουγγαρία — Ιαπωνία 9—1. ΚΟΛΥΜΒΗΣΙΣ: 100 μ. ελεύθερον ανδρών, 1) Ντέβιτ (Αυστραλία) 55.2, 2) Λάρσον (ΗΠΑ).: [1009, 428, 1192, 475]
- nameday-entry: —Ο κ. Αλέξανδρος Παπαγεωργίου, δεν θα δεχθή επισκέψεις.: [397, 215, 613, 232]
- paragraph: ΡΩΜΗ, 29. — Οι Έλληνες αθληταί του στίβου συνεχίζουν τας προπονήσεις των εις το Ολυμπιακόν χωριό. Οι δρομείς εμφανίζονται εις καλήν κατάστασιν.: [1199, 520, 1380, 557]
- reception-title: ΕΠΙΣΗΜΟΣ ΔΕΞΙΩΣΙΣ: [1235, 740, 1344, 753]
- paragraph: ΚΑΒΑΛΑ, 29. — Την Κυριακήν θα δοθή συναυλία της συμφωνικής ορχήστρας εις το αρχαίον θέατρον των Φιλίππων.: [624, 1178, 810, 1207]
- olympics-deck: Δύο πρώτας νίκας εκέρδισεν ή Ιταλία και ανά μίαν ή Αυστραλία, Ουγγαρία, Γερμανία, Σουηδία και Δανία.— Τα αποτελέσματα των προκριματικών ποδοσφαίρου, καλαθοσφαίρας, υδατοσφαιρίσεως, κολυμβήσεως, πυγμαχίας, ελληνορωμαϊκής, κανόε. Απερρίφθη ένστασις των Αμερικανών.— Αι προπονήσεις των Ελλήνων αθλητών: [821, 160, 1380, 226]
- paragraph: ΡΩΜΗ, 29. (Άθην. Πρακτ.). — Εις την ελληνορωμαϊκήν πάλην, ο Κωσταρέλος ηττήθη κατά σημεία υπό του Ρουμάνου αντιπάλου του. Ο Μωυσίδης και ο Μιχαήλ απεκλείσθησαν μετά από δύο ήττας.: [1199, 404, 1380, 451]
- paragraph: ΗΡΑΚΛΕΙΟΝ, 29. — Εις την θάλασσαν ανευρέθη το πτώμα του δευτέρου πιλότου του αεριωθουμένου το όποιον έπεσε προ ημερών.: [1391, 1299, 1553, 1336]
- paragraph: Η Ιταλία έλαβε την πρώτην θέσιν εις το αγώνισμα των τεσσάρων, ενώ η ΕΣΣΔ ενίκησε εις τον μονόκωπον.: [1009, 875, 1192, 904]
- nameday-entry: —Ο κ. Αλέξανδρος Μπουμπάρης, δεν εορτάζει λόγω απουσίας.: [172, 762, 389, 779]
- results: ΠΥΓΜΑΧΙΑ: Βάρος μύγας: Γιανζάκοβιτς (Γιουγκοσλαβία) νικά Κάντερ. ΚΑΝΟΕ: 1) Σουηδία, 2) Ουγγαρία, 3) Πολωνία. ΕΛΛΗΝΟΡΩΜΑΪΚΗ: Νικηταί οι Ρώσοι αθληταί εις τρεις κατηγορίας.: [821, 913, 1003, 960]
- paragraph: ΚΟΛΟΜΠΟ, 29. (Άσσ. Πρές). — Ο γηραιότερος ναυτικός του Ελληνικού ατμοπλοΐου απεβίωσεν εις την Κεϋλάνην.: [1391, 1004, 1553, 1032]
- section-letter: Β: [276, 293, 285, 305]
- antarctica-headline: 30 ΑΕΡΟΠΛΑΝΑ 9 ΣΚΑΦΗ 3.000 ΑΝΔΡΑΣ ΘΑ ΑΠΟΣΤΕΙΛΟΥΝ ΑΙ ΗΝ. ΠΟΛΙΤΕΙΑΙ ΕΙΣ ΝΟΤ. ΠΟΛΟΝ: [1393, 239, 1551, 308]
- paragraph: Κατά τον Ιούλιον του 1958 ο Χρουστσώφ επεσκέφθη αιφνιδίως το Πεκίνον. Η συνάντησις αυτή απεκάλυψε ότι αί σχέσεις των δύο κομμουνιστικών δυνάμεων δεν ήσαν άνευ προβλημάτων.: [33, 901, 161, 966]
- paragraph: ΑΘΗΝΑΙ, 29. — Υπό την προεδρίαν του κ. υπουργού πραγματοποιήθη σύσκεψις διά την σύνδεσιν της χώρας μας με την Ευρωπαϊκήν Οικονομικήν Κοινότητα.: [624, 1090, 810, 1128]
- eichmann-son-headline: Ο ΥΙΟΣ Α·Ι·ΧΜΑΝ ΕΠΡΟΒΟΚΑΡΕ ΔΗΜΟΣΙΟΓΡΑΦΟΝ: [661, 367, 774, 409]
- paragraph: Αι προκριματικαί σειραί του στίβου αρχίζουν την Τετάρτην. Οι Αμερικανοί θεωρούνται φαβορί εις τα αγωνίσματα ταχύτητος.: [1009, 954, 1192, 991]
- paragraph: ΚΙΝΓΚΣΤΟΝ, 29. (Άσσ. Πρές). — Νεαρός ακροβάτης έπεσεν εξ ύψους κατά την διάρκειαν παραστάσεως και ετραυματίσθη σοβαρώς.: [1009, 1088, 1192, 1125]
- nameday-entry: —Ο κ. Αλέξανδρος Βαλαχολής, διευθυντής Γυμνασίου, δεν εορτάζει.: [172, 328, 389, 346]
- nameday-entry: —Ο κ. Αλέξ. Ρωμανός, ιατρός, δεν εορτάζει.: [405, 284, 567, 293]
- paragraph: ΡΩΜΗ, 29. (Άσσ. Πρές). — Κατά τους αγώνας ξιφασκίας, η Ουγγαρία και ή Ιταλία επέτυχον τας πρώτας νίκας εις τα προκριματικά.: [1009, 820, 1192, 857]
- nameday-entry: —Ο κ. Αλέξανδρος Γεωργιάδης (Σέρρων 67) δεν εορτάζει, λόγω απουσίας.: [172, 377, 389, 395]
- column-7: [1391, 12, 1553, 2327]
- olympics-article: [821, 12, 1380, 2327]
- paragraph: ΑΘΗΝΑΙ, 29. — Εις τον χώρον του Κολλεγίου συνήλθε το συνέδριον των θεολόγων, το όποιον εξήτασεν εκκλησιαστικά θέματα.: [624, 785, 810, 814]
- results: ΠΟΔΟΣΦΑΙΡΟΝ: Γιουγκοσλαβία — Βουλγαρία 3—3, Βραζιλία — Μεγάλη Βρεττανία 4—3, Ιταλία — Ταϊβάν 4—1, Δανία — Πολωνία 2—1. ΚΑΛΑΘΟΣΦΑΙΡΑ: Ουγγαρία — Ιαπωνία 107—63, Γαλλία — Βουλγαρία 74—64, Ιταλία — Πουέρτο Ρίκο 83—69.: [821, 804, 1003, 860]
- nameday-entry: —Ο κ. Αλέξανδρος Νάκος, εκπαιδευτικός, δεν εορτάζει.: [180, 799, 387, 808]
- nameday-entry: —Η κ. Αλεξάνδρα Βαλλιάδη (Αγγέλου 21) δεν εορτάζει.: [180, 349, 386, 358]
- paragraph: ΚΑΛΚΟΥΤΤΑ, 29. (Ρώυτερ). — Εις κομμουνιστής βουλευτής κατεδικάσθη σήμερον εις ισόβια δεσμά υπό του δικαστηρίου, διότι ενοχοποιήθη εις υπόθεσιν φόνου.: [624, 261, 810, 299]
- nameday-entry: —Ο κ. Αλέξανδρος Αράπογλου (Ερμού 31) δεν εορτάζει.: [180, 247, 386, 256]
- greeting-notice: Τη εορτάζουση φίλη μας Αλεξάνδρα Παπαδοπούλου ευχόμεθα χρόνια πολλά. ΛΙΤΣΑ — ΓΙΩΡΓΟΣ.: [172, 1475, 388, 1493]
- paragraph: Άλλα μετά τον θάνατον του Στάλιν, αί Κινεζικαί του Πεκίνου ανησυχίαι διά την σταθερότητα των σχέσεων εντείνονται. Ο Μάο Τσε Τουγκ και ο Τσου Εν Λάι επεσκέφθησαν πολλάκις την Μόσχαν.: [33, 476, 161, 542]
- results: ΠΟΔΟΣΦΑΙΡΟΝ: Γιουγκοσλαβία — Βουλγαρία 3—3, Βραζιλία — Μεγάλη Βρεττανία 4—3, Ιταλία — Ταϊβάν 4—1, Δανία — Πολωνία 2—1. ΚΑΛΑΘΟΣΦΑΙΡΑ: Ουγγαρία — Ιαπωνία 107—63, Γαλλία — Βουλγαρία 74—64, Ιταλία — Πουέρτο Ρίκο 83—69.: [821, 644, 1003, 700]
- nameday-entry: —Η κ. Αλεξάνδρα Μαυρίδου, δεν εορτάζει.: [180, 709, 339, 718]
- wedding-notice: Ο ΓΕΩΡΓΙΟΣ ΚΑΣΑΡΤΖΗΣ, του Παντελή και ή ΑΘΗΝΑ ΓΕΩΡΓΙΟΥ, του Νικολάου, σκοπεύουν να τελέσουν νόμιμον γάμον εν Θεσσαλονίκη.: [471, 1085, 613, 1129]
- results: ΠΟΔΟΣΦΑΙΡΟΝ: Γιουγκοσλαβία — Βουλγαρία 3—3, Βραζιλία — Μεγάλη Βρεττανία 4—3, Ιταλία — Ταϊβάν 4—1, Δανία — Πολωνία 2—1. ΚΑΛΑΘΟΣΦΑΙΡΑ: Ουγγαρία — Ιαπωνία 107—63, Γαλλία — Βουλγαρία 74—64, Ιταλία — Πουέρτο Ρίκο 83—69.: [821, 1600, 1003, 1656]
- section-letter: Μ: [275, 694, 286, 706]
- section-letter: Σ: [501, 298, 510, 310]
- kidiai-title: ΚΗΔΕΙΑΙ: [39, 1481, 155, 1510]
- choir-festival-headline: Δύο χορωδίαι έλαβον τα Α΄ βραβεία είς το φεστιβάλ: [39, 1327, 155, 1369]
- paragraph: Η Ιταλία έλαβε την πρώτην θέσιν εις το αγώνισμα των τεσσάρων, ενώ η ΕΣΣΔ ενίκησε εις τον μονόκωπον.: [1009, 907, 1192, 935]
- paragraph: ΡΩΜΗ, 29. (Άσσ. Πρές). — Κατά τους αγώνας ξιφασκίας, η Ουγγαρία και ή Ιταλία επέτυχον τας πρώτας νίκας εις τα προκριματικά.: [1009, 778, 1192, 817]
- paragraph: ΤΡΙΚΑΛΑ, 29. — Εις κλινικήν της πόλεως μας εισήχθη την πρωίαν της σήμερον η σύζυγος χωρικού, την οποίαν επετέθη μαινόμενος ταύρος, διότι εφόρει κόκκινην φούσταν.: [1391, 81, 1553, 127]
- eec-headline: ΣΥΣΚΕΨΙΣ ΔΙΑ ΤΗΝ ΣΥΝΔΕΣΙΝ ΤΗΣ ΕΛΛΑΔΟΣ ΜΕ ΤΗΝ Ε.Ο.Κ.: [627, 1022, 808, 1046]
- paragraph: Η Ρωσία δέχεται σήμερον ότι εις την Ασίαν η Κίνα πρέπει να διαδραματίζη τον πρώτον ρόλον και ότι ή επιρροή της αυξάνει διαρκώς.: [33, 545, 161, 592]
- paragraph: ΑΓΚΥΡΑ, 29. (Ρώυτερ). — Η Τουρκική κυβέρνησις ανεκοίνωσε την νέαν χρυσήν βάσιν της λίρας.: [1391, 1075, 1553, 1104]
- wedding-notice: Ο ΔΗΜΗΤΡΙΟΣ ΚΙΟΥΡΤΣΗΣ, του Αλεξάνδρου και ή ΑΛΕΞΑΝΔΡΑ ΣΤΕΦΑΝΙΔΟΥ, του Ιωάννου, σκοπεύουν να τελέσουν νόμιμον γάμον.: [321, 1085, 465, 1129]
- engagement-notice: Ο κ. Μίμης Χατζηθεοδώρου και ή δις Ελένη Ν. Καραγιάννη ήλλαξαν δακτυλίδια αρραβώνων.: [172, 1439, 388, 1457]
- nameday-section: [172, 12, 613, 1021]
- andrianopoulos-headline: Ο κ. ΑΝΔΡΙΑΝΟΠΟΥΛΟΣ ΕΙΣ ΡΩΜΗΝ: [1399, 772, 1544, 796]
- nameday-entry: —Ο κ. Αλέξης Παπαδάκης (Αμπελοκήπων 8), δεν εορτάζει.: [397, 153, 613, 171]
- olympics-headline-2: ΕΠΙ ΕΝΔΕΚΑ ΤΕΛΙΚΩΝ ΑΓΩΝΙΣΜΑΤΩΝ: [872, 96, 1329, 126]
- buenos-aires-banner: ΕΙΣ ΤΟ ΜΠΟΥΕΝΟΣ Α·ΙΡΕΣ: [624, 345, 810, 362]
- results: ΥΔΑΤΟΣΦΑΙΡΙΣΙΣ: Γερμανία — Ρουμανία 5—1, Ιταλία — Ολλανδία 3—1, Ουγγαρία — Ιαπωνία 9—1. ΚΟΛΥΜΒΗΣΙΣ: 100 μ. ελεύθερον ανδρών, 1) Ντέβιτ (Αυστραλία) 55.2, 2) Λάρσον (ΗΠΑ).: [821, 863, 1003, 910]
- wedding-notice: Ο ΔΗΜΗΤΡΙΟΣ ΚΙΟΥΡΤΣΗΣ, του Αλεξάνδρου και ή ΑΛΕΞΑΝΔΡΑ ΣΤΕΦΑΝΙΔΟΥ, του Ιωάννου, σκοπεύουν να τελέσουν νόμιμον γάμον.: [396, 1366, 613, 1392]
- nameday-entry: —Η κ. Αλεξάνδρα Σαπουνάκη, δεν εορτάζει.: [405, 313, 568, 322]
- paragraph: ΑΘΗΝΑΙ, 29. — Υπό την προεδρίαν του κ. υπουργού πραγματοποιήθη σύσκεψις διά την σύνδεσιν της χώρας μας με την Ευρωπαϊκήν Οικονομικήν Κοινότητα.: [624, 1050, 810, 1087]
- nameday-entry: —Ο κ. Αλέξανδρος Γεωργιάδης, ιατρός (Μητροπόλεως 126) δεν θα δεχθή επισκέψεις.: [172, 398, 389, 416]
- paragraph: ΡΩΜΗ, 29. (Άσσ. Πρές). — Πυρκαϊά εξερράγη εις παρακείμενον κτίριον του Ολυμπιακού χωριού, χωρίς να προκληθούν ζημίαι.: [1199, 1028, 1380, 1067]
- paragraph: Ομαδικόν ποδηλατικόν χρονομετρικόν 100 χλμ.: 1) Ιταλία, 2) Γερμανία, 3) ΕΣΣΔ. Η Ελληνική ομάς κατετάγη εις την 20ην θέσιν.: [1009, 732, 1192, 760]
- article-russia-china-head: [33, 12, 161, 85]
- section-letter: Α: [276, 138, 285, 150]
- paragraph: ΚΟΡΙΝΘΟΣ, 29. — Επειδή υπέβαλε ψευδή καταμήνυσιν κατά συγχωριανού του, κατεδικάσθη εις φυλάκισιν τεσσάρων μηνών.: [624, 884, 810, 913]
- nameday-entry: —Ο κ. Αλέξανδρος Κ. Αβδασωσίδης (Καλλιστράτου 41) δεν θα δεχθή επισκέψεις, λόγω απουσίας.: [172, 153, 389, 171]
- paragraph: ΚΙΝΓΚΣΤΟΝ, 29. (Άσσ. Πρές). — Νεαρός ακροβάτης έπεσεν εξ ύψους κατά την διάρκειαν παραστάσεως και ετραυματίσθη σοβαρώς.: [1009, 1252, 1192, 1289]
- paragraph: ΛΟΝΔΙΝΟΝ, 29. (Ρώυτερ). — Ο νέος πρεσβευτής της Τουρκίας εις Λονδίνον επέδωσε τα διαπιστευτήριά του.: [1391, 1142, 1553, 1170]
- paragraph: ΣΟΦΙΑ, 29. (Άσσ. Πρές). — Οι δύο ηγέται του Κρεμλίνου ήρχισαν επίσημον περιοδείαν ανά την Βουλγαρίαν.: [1391, 622, 1553, 651]
- wedding-notice: Ο ΑΠΟΣΤΟΛΟΣ ΚΑΡΑΣΤΕΡΓΙΟΥ και ή ΕΛΕΝΗ ΣΕΦΕΡΙΔΟΥ σκοπεύουν να τελέσουν γάμον.: [396, 1504, 613, 1521]
- fire-title: ΠΥΡΚΑΙΑ ΕΙΣ ΤΟ ΚΑΤΑΦΥΓΙΟΝ: [1209, 890, 1369, 903]
- engagements-title: Άρραβώνες: [249, 1403, 312, 1418]
- paragraph: ΗΡΑΚΛΕΙΟΝ, 29. — Εις την θάλασσαν ανευρέθη το πτώμα του δευτέρου πιλότου του αεριωθουμένου το όποιον έπεσε προ ημερών.: [1391, 1339, 1553, 1377]
- wedding-notice: Ο ΑΠΟΣΤΟΛΟΣ ΚΑΡΑΣΤΕΡΓΙΟΥ και ή ΕΛΕΝΗ ΣΕΦΕΡΙΔΟΥ σκοπεύουν να τελέσουν γάμον.: [172, 1188, 315, 1215]
- paragraph: ΣΤΟΥΡΑ, Λίβανον, 29. (Ρώυτερ). — Η διάσκεψις των υπουργών του Αραβικού Συνδέσμου συνεζήτησε το θέμα της αναγνωρίσεως του Ισραήλ εκ μέρους της Κύπρου.: [1391, 526, 1553, 572]
- section-letter: Π: [501, 138, 510, 150]
- paragraph: ΡΩΜΗ, 29. (Ρώυτερ). — Ο Ρώσος αθλητής της άρσεως βαρών υπέστη τραυματισμόν κατά την προπόνησιν.: [1199, 663, 1380, 691]
- russian-injury-title: ΧΕΙΡΟΠΟΝΙΑ ΡΩΣΣΟΥ ΑΘΛΗΤΟΥ: [1204, 647, 1375, 660]
- results: ΥΔΑΤΟΣΦΑΙΡΙΣΙΣ: Γερμανία — Ρουμανία 5—1, Ιταλία — Ολλανδία 3—1, Ουγγαρία — Ιαπωνία 9—1. ΚΟΛΥΜΒΗΣΙΣ: 100 μ. ελεύθερον ανδρών, 1) Ντέβιτ (Αυστραλία) 55.2, 2) Λάρσον (ΗΠΑ).: [821, 1660, 1003, 1706]
- paragraph: ΡΙΟΝ ΙΑΝΕΪΡΟΝ, 29. (Άσσ. Πρές). — Ο υπουργός των Εξωτερικών της Δυτ. Γερμανίας αφίχθη σήμερον εις Ρίον Ιανέιρον.: [1391, 917, 1553, 954]
- paragraph: ΜΠΟΥΕΝΟΣ ΑΥΡΕΣ, 29. (Άσσ. Πρές). — Ο υιός του Άιχμαν επροβόκαρε δημοσιογράφον ο όποιος ήθελε να τον φωτογραφήση.: [624, 411, 810, 439]
- paragraph: ΑΘΗΝΑΙ, 29. — Εις τον χώρον του Κολλεγίου συνήλθε το συνέδριον των θεολόγων, το όποιον εξήτασεν εκκλησιαστικά θέματα.: [624, 754, 810, 782]
- nameday-entry: —Ο κ. Αλέξανδρος Παπαδόπουλος, δεν εορτάζει λόγω πένθους.: [397, 174, 613, 191]
- paragraph: ΣΕΟΥΛ, 29. (Άσσ. Πρές). — Το δεύτερον θύμα του Ιουλίου εκ της εγκεφαλίτιδος, η οποία έπληξε την Νότιον Κορέαν. Κατά τας τελευταίας ειδήσεις 45 άτομα απεβίωσαν.: [624, 86, 810, 124]
- paragraph: ΡΩΜΗ, 29. (Άσσ. Πρές). — Πυρκαϊά εξερράγη εις παρακείμενον κτίριον του Ολυμπιακού χωριού, χωρίς να προκληθούν ζημίαι.: [1199, 947, 1380, 984]
- india-mp-headline: ΚΟΜΜΟΥΝΙΣΤΗΣ ΙΝΔΟΣ ΒΟΥΛΕΥΤΗΣ ΚΑΤΕΔΙΚΑΣΘΗ ΕΙΣ ΙΣΟΒΙΑ ΔΕΣΜΑ: [631, 175, 804, 218]
- paragraph: ΣΕΟΥΛ, 29. (Άσσ. Πρές). — Το δεύτερον θύμα του Ιουλίου εκ της εγκεφαλίτιδος, η οποία έπληξε την Νότιον Κορέαν. Κατά τας τελευταίας ειδήσεις 45 άτομα απεβίωσαν.: [624, 126, 810, 164]
- paragraph: ΑΘΗΝΑΙ, 29. — Συνήλθεν ή ένωσις των ραπτών και διεμαρτυρήθη διά την εισαγωγήν ετοίμων ενδυμάτων εκ του εξωτερικού.: [624, 510, 810, 538]
- acrobat-headline: 18ΕΤΗΣ ΑΚΡΟΒΑΤΗΣ ΕΠΕΣΕΝ ΕΞ ΥΨΟΥΣ ΕΙΣ ΤΗΝ ΑΡΕΝΑΝ ΤΟΥ ΙΠΠΟΔΡΟΜΟΥ: [1013, 1043, 1188, 1086]
- colombo-headline: ΑΠΕΒΑΝΕΝ ΕΙΣ ΤΟ ΚΟΛΟΝΙΒΟ Ο ΠΑΠΠΟΥΣ ΤΟΥ ΕΛΛΗΝΙΚΟΥ ΑΤΜΟΠΛΟΙΟΥ: [1392, 966, 1552, 1001]
- results: ΥΔΑΤΟΣΦΑΙΡΙΣΙΣ: Γερμανία — Ρουμανία 5—1, Ιταλία — Ολλανδία 3—1, Ουγγαρία — Ιαπωνία 9—1. ΚΟΛΥΜΒΗΣΙΣ: 100 μ. ελεύθερον ανδρών, 1) Ντέβιτ (Αυστραλία) 55.2, 2) Λάρσον (ΗΠΑ).: [821, 1500, 1003, 1547]
- paragraph: ΡΩΜΗ, 29. (Άσσ. Πρές). — Ο Έλλην υπουργός αφίχθη εις Ρώμην διά να παρακολουθήση τους Ολυμπιακούς αγώνας.: [1391, 800, 1553, 837]
- paragraph: ΒΙΕΝΤΙΑΝΕ, 29. (Ρώυτερ). — Οι Λαοτιανοί ηγέται συνεφώνησαν να θέσουν τέρμα εις τον εμφύλιον πόλεμον.: [624, 951, 810, 979]
- paragraph: ΡΩΜΗ, 29. (Άσσ. Πρές). — Πυρκαϊά εξερράγη εις παρακείμενον κτίριον του Ολυμπιακού χωριού, χωρίς να προκληθούν ζημίαι.: [1199, 1070, 1380, 1107]
- wedding-notice: Ο ΜΙΧΑΗΛ ΝΙΚΟΛΑΪΔΗΣ και ή ΜΑΡΙΑ ΚΑΜΑΡΑ σκοπεύουν να τελέσουν γάμον εν Θεσσαλονίκη.: [396, 1713, 613, 1730]
- paragraph: ΚΑΛΚΟΥΤΤΑ, 29. (Ρώυτερ). — Εις κομμουνιστής βουλευτής κατεδικάσθη σήμερον εις ισόβια δεσμά υπό του δικαστηρίου, διότι ενοχοποιήθη εις υπόθεσιν φόνου.: [624, 221, 810, 258]
- greeting-notice: Τη εορτάζουση φίλη μας Αλεξάνδρα Παπαδοπούλου ευχόμεθα χρόνια πολλά. ΛΙΤΣΑ — ΓΙΩΡΓΟΣ.: [172, 1496, 388, 1514]
- paragraph: ΑΡΕΣΤΗ, 29. (Άθ. Πρακτ.). — Η διεθνής επιτροπή αποφάσισε την επανάληψιν του διαγωνισμού κατόπιν ενστάσεως.: [1391, 732, 1553, 761]
- paragraph: ΡΩΜΗ, 29. (Ρώυτερ και Άσσ. Πρές). — Κατά την τετάρτην ημέραν των Ολυμπιακών αγώνων, η Σοβιετική Ρωσσία εσημείωσε τρεις νίκας εις τα ένδεκα τελικά αγωνίσματα, έναντι μιας των Ηνωμένων Πολιτειών. Η Ιταλία εκέρδισε δύο πρώτας νίκας.: [821, 428, 1003, 484]
- kicker: ΠΡΟΣ ΔΙΑΣΤΑΣΙΝ;: [63, 16, 131, 25]
- wedding-notice: Ο ΓΕΩΡΓΙΟΣ ΚΑΣΑΡΤΖΗΣ, του Παντελή και ή ΑΘΗΝΑ ΓΕΩΡΓΙΟΥ, του Νικολάου, σκοπεύουν να τελέσουν νόμιμον γάμον εν Θεσσαλονίκη.: [172, 1141, 315, 1185]
- olympics-headline-3: ΕΝΑΝΤΙ ΜΙΑΣ ΤΩΝ ΗΝΩΜΕΝΩΝ ΠΟΛΙΤΕΙΩΝ: [843, 126, 1358, 157]
- column-1: [33, 12, 161, 2327]
- section-letter: Ρ: [502, 258, 509, 270]
- ambassador-headline: Ο ΝΕΟΣ ΕΝ ΑΓΓΛΙΑ ΤΟΥΡΚΟΣ ΠΡΕΣΒΥΣ: [1395, 1115, 1549, 1138]
- nameday-entry: —Ο κ. Αλέξανδρος Ανδρεάδης (Μακεδονίας 20) δεν εορτάζει λόγω πένθους.: [172, 215, 389, 232]
- paragraph: Ο σημερινός δυνατός ηγέτης της Κίνας, μετά την απόφασιν της τετάρτης συνδιασκέψεως του στρατηγού Μάρσαλ, την άνοδον εις Πεκίνον εις το κόμμα, το όποιον είναι σήμερον ή μεγαλυτέρα δύναμις της Ασίας.: [33, 782, 161, 847]
- orchestra-headline: ΑΙ ΣΥΝΑΥΛΙΑΙ ΤΗΣ ΣΥΜΦΩΝΙΚΗΣ ΟΡΧΗΣΤΡΑΣ ΕΙΣ ΘΑΣΟΝ ΚΑΙ ΦΙΛΙΠΠΟΥΣ: [632, 1139, 803, 1174]
- nameday-entry: —Ο κ. Αλέξανδρος Παπαϊωάννου, δικηγόρος, δεν εορτάζει.: [397, 194, 613, 212]
- greetings-title: Εύχετήρια: [474, 452, 536, 467]
- donations-title: Δωρεαί: [260, 1517, 301, 1531]
- results: ΥΔΑΤΟΣΦΑΙΡΙΣΙΣ: Γερμανία — Ρουμανία 5—1, Ιταλία — Ολλανδία 3—1, Ουγγαρία — Ιαπωνία 9—1. ΚΟΛΥΜΒΗΣΙΣ: 100 μ. ελεύθερον ανδρών, 1) Ντέβιτ (Αυστραλία) 55.2, 2) Λάρσον (ΗΠΑ).: [821, 1818, 1003, 1866]
- record-title: ΑΝΕΠΙΣΗΜΟΝ ΡΕΚΟΡ: [1232, 694, 1347, 707]
- paragraph: Ο σημερινός δυνατός ηγέτης της Κίνας, μετά την απόφασιν της τετάρτης συνδιασκέψεως του στρατηγού Μάρσαλ, την άνοδον εις Πεκίνον εις το κόμμα, το όποιον είναι σήμερον ή μεγαλυτέρα δύναμις της Ασίας.: [33, 103, 161, 168]
- paragraph: Από Ελληνικής πλευράς, οι αθληταί Κωσταρέλος, Μωυσίδης και Μιχαήλ ηττήθησαν εις τους προκριματικούς αγώνας της πάλης.: [821, 388, 1003, 425]
- headline: ΑΙ ΠΡΑΓΜΑΤΙΚΑΙ ΣΧΕΣΕΙΣ ΡΩΣΩΝ ΚΑΙ ΚΙΝΕΖΩΝ: [38, 28, 156, 68]
- greek-losses-title: ΠΩΣ ΗΤΤΗΘΗΣΑΝ ΟΙ ΕΛΛΗΝΕΣ: [1208, 388, 1370, 401]
- results: ΠΟΔΟΣΦΑΙΡΟΝ: Γιουγκοσλαβία — Βουλγαρία 3—3, Βραζιλία — Μεγάλη Βρεττανία 4—3, Ιταλία — Ταϊβάν 4—1, Δανία — Πολωνία 2—1. ΚΑΛΑΘΟΣΦΑΙΡΑ: Ουγγαρία — Ιαπωνία 107—63, Γαλλία — Βουλγαρία 74—64, Ιταλία — Πουέρτο Ρίκο 83—69.: [821, 1760, 1003, 1816]
- paragraph: Κατά τον Νοέμβριον του 1957 ο Μάο Τσε Τουγκ είχε επανέλθει εις την Μόσχαν δια να παραστή εις τας εορτάς της Επαναστάσεως.: [33, 595, 161, 642]
- paragraph: Συνεχίσθη και κατά το εσπέρας της Παρασκευής το δεύτερον φεστιβάλ χορωδιών, το οργανωθέν υπό της Δ.Ε.Θ. Έλαβον μέρος χορωδίαι εκ διαφόρων πόλεων της Ελλάδος. Τα πρώτα βραβεία εδόθησαν εις την χορωδίαν της Θεσσαλονίκης και εις την χορωδίαν της Καστοριάς.: [33, 1372, 161, 1465]
- nameday-entry: —Ο κ. Αλέξανδρος Γρηγοριάδης δεν θα δεχθή επισκέψεις.: [172, 430, 389, 448]
- paragraph: Ώρα 8.30 Σκοποβολή. Ώρα 9 Κωπηλασία. Ώρα 10 Ιππασία. Ώρα 15 Ποδόσφαιρον. Ώρα 16.30 Κολύμβησις. Ώρα 17 Καλαθοσφαίρα. Ώρα 20.30 Πυγμαχία.: [1199, 348, 1380, 385]
